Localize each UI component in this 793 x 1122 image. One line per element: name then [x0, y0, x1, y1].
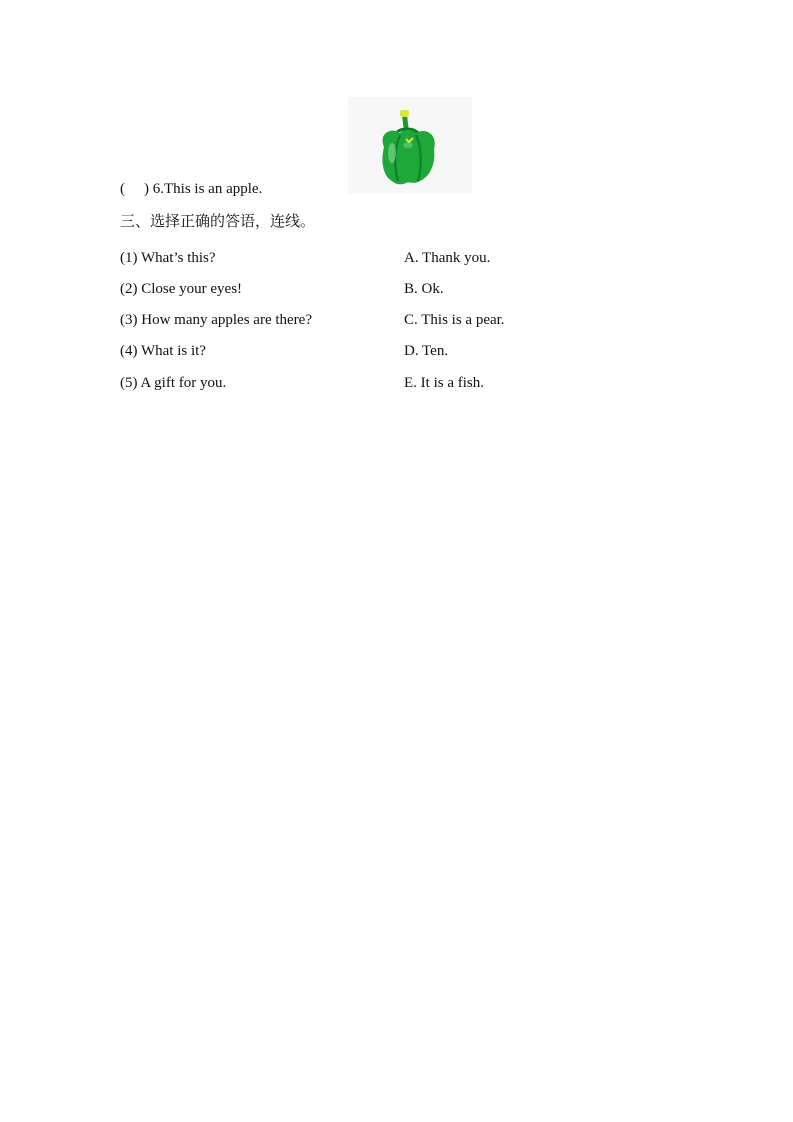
match-answer-d[interactable]: D. Ten.	[404, 343, 449, 359]
match-answer-b[interactable]: B. Ok.	[404, 281, 444, 297]
answer-blank[interactable]: (	[120, 181, 125, 197]
match-answer-c[interactable]: C. This is a pear.	[404, 312, 505, 328]
match-question-4[interactable]: (4) What is it?	[120, 343, 206, 359]
match-question-3[interactable]: (3) How many apples are there?	[120, 312, 312, 328]
question-text: This is an apple.	[164, 181, 263, 197]
question-6	[120, 180, 262, 198]
green-pepper-icon	[348, 97, 472, 194]
close-paren: )	[144, 181, 149, 197]
match-answer-e[interactable]: E. It is a fish.	[404, 375, 484, 391]
match-answer-a[interactable]: A. Thank you.	[404, 250, 491, 266]
section-3-title: 三、选择正确的答语，连线。	[120, 212, 316, 230]
match-question-5[interactable]: (5) A gift for you.	[120, 375, 227, 391]
match-question-1[interactable]: (1) What’s this?	[120, 250, 216, 266]
green-pepper-image	[348, 97, 472, 194]
question-number: 6.	[152, 181, 164, 197]
match-question-2[interactable]: (2) Close your eyes!	[120, 281, 243, 297]
